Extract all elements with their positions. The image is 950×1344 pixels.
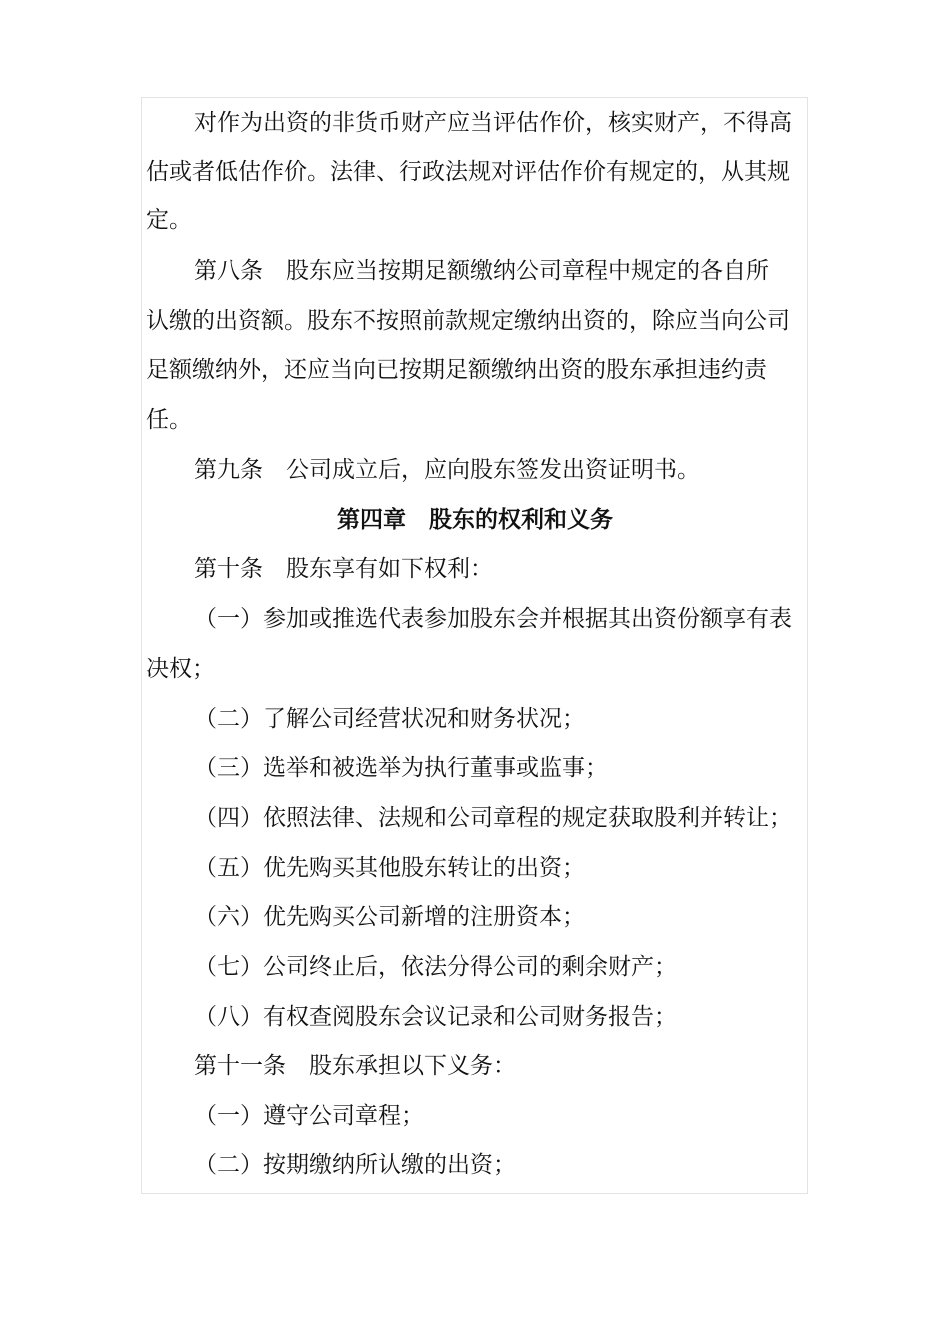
article-9-line: 第九条 公司成立后，应向股东签发出资证明书。 — [194, 457, 700, 483]
list-item: （六）优先购买公司新增的注册资本； — [194, 904, 585, 930]
paragraph-line: 认缴的出资额。股东不按照前款规定缴纳出资的，除应当向公司 — [146, 308, 790, 334]
article-10-line: 第十条 股东享有如下权利： — [194, 556, 493, 582]
list-item: （一）遵守公司章程； — [194, 1103, 424, 1129]
list-item: （七）公司终止后，依法分得公司的剩余财产； — [194, 954, 677, 980]
list-item: （二）了解公司经营状况和财务状况； — [194, 706, 585, 732]
list-item: （一）参加或推选代表参加股东会并根据其出资份额享有表 — [194, 606, 792, 632]
list-item: （三）选举和被选举为执行董事或监事； — [194, 755, 608, 781]
list-item: （二）按期缴纳所认缴的出资； — [194, 1152, 516, 1178]
paragraph-line: 定。 — [146, 207, 192, 233]
paragraph-line: 足额缴纳外，还应当向已按期足额缴纳出资的股东承担违约责 — [146, 357, 767, 383]
paragraph-line: 任。 — [146, 407, 192, 433]
article-11-line: 第十一条 股东承担以下义务： — [194, 1053, 516, 1079]
list-item: （五）优先购买其他股东转让的出资； — [194, 855, 585, 881]
list-item: （八）有权查阅股东会议记录和公司财务报告； — [194, 1004, 677, 1030]
chapter-heading: 第四章 股东的权利和义务 — [337, 506, 613, 533]
paragraph-line: 对作为出资的非货币财产应当评估作价，核实财产，不得高 — [194, 110, 792, 136]
paragraph-line: 决权； — [146, 656, 215, 682]
paragraph-line: 估或者低估作价。法律、行政法规对评估作价有规定的，从其规 — [146, 159, 790, 185]
article-8-line: 第八条 股东应当按期足额缴纳公司章程中规定的各自所 — [194, 258, 769, 284]
list-item: （四）依照法律、法规和公司章程的规定获取股利并转让； — [194, 805, 792, 831]
